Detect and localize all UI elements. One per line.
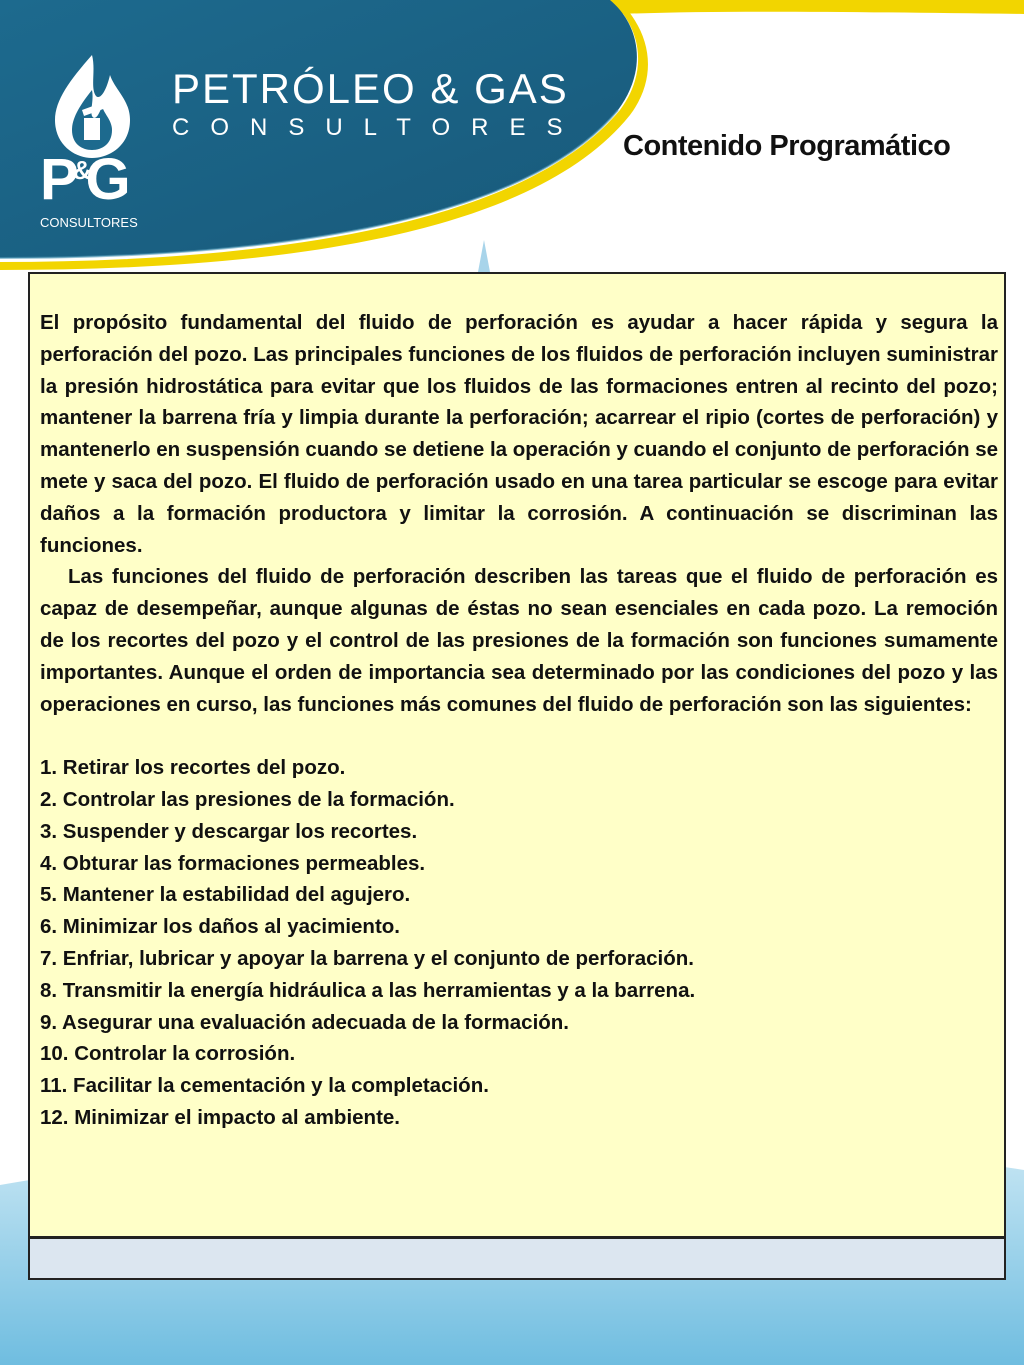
list-item: 1. Retirar los recortes del pozo. [40,756,346,780]
logo-letter-g: G [85,147,129,212]
list-item: 7. Enfriar, lubricar y apoyar la barrena y el conjunto de perforación. [40,946,694,970]
list-item: 11. Facilitar la cementación y la completación. [40,1074,489,1098]
paragraph-purpose: El propósito fundamental del fluido de perforación es ayudar a hacer rápida y segura la perforación del pozo. Las principales funciones de los fluidos de perforación incluyen suministrar la presión hidrostática para evitar que los fluidos de las formaciones entren al recinto del pozo; mantener la barrena fría y limpia durante la perforación; acarrear el ripio (cortes de perforación) y mantenerlo en suspensión cuando se detiene la operación y cuando el conjunto de perforación se mete y saca del pozo. El fluido de perforación usado en una tarea particular se escoge para evitar daños a la formación productora y limitar la corrosión. A continuación se discriminan las funciones. [40,311,999,557]
list-item: 6. Minimizar los daños al yacimiento. [40,915,400,939]
list-item: 2. Controlar las presiones de la formación. [40,787,455,811]
footer-bar [28,1238,1006,1280]
list-item: 5. Mantener la estabilidad del agujero. [40,883,411,907]
brand-wordmark [172,66,583,142]
functions-list [40,752,998,1134]
content-box [28,272,1006,1238]
logo-ampersand: & [72,155,90,185]
list-item: 3. Suspender y descargar los recortes. [40,819,418,843]
list-item: 9. Asegurar una evaluación adecuada de la formación. [40,1010,570,1034]
logo-letter-p: P [40,147,77,212]
logo-subtitle: CONSULTORES [40,215,138,230]
content-body [40,307,998,1134]
list-item: 4. Obturar las formaciones permeables. [40,851,426,875]
yellow-band [600,0,1024,14]
list-item: 10. Controlar la corrosión. [40,1042,296,1066]
brand-subtitle: CONSULTORES [172,114,584,141]
pg-logo [40,147,129,220]
list-item: 12. Minimizar el impacto al ambiente. [40,1105,401,1129]
paragraph-functions-intro: Las funciones del fluido de perforación describen las tareas que el fluido de perforación es capaz de desempeñar, aunque algunas de éstas no sean esenciales en cada pozo. La remoción de los recortes del pozo y el control de las presiones de la formación son funciones sumamente importantes. Aunque el orden de importancia sea determinado por las condiciones del pozo y las operaciones en curso, las funciones más comunes del fluido de perforación son las siguientes: [40,565,998,716]
list-item: 8. Transmitir la energía hidráulica a las herramientas y a la barrena. [40,978,696,1002]
page-title: Contenido Programático [623,130,951,162]
brand-name: PETRÓLEO & GAS [172,65,569,112]
header-spike [478,240,490,272]
